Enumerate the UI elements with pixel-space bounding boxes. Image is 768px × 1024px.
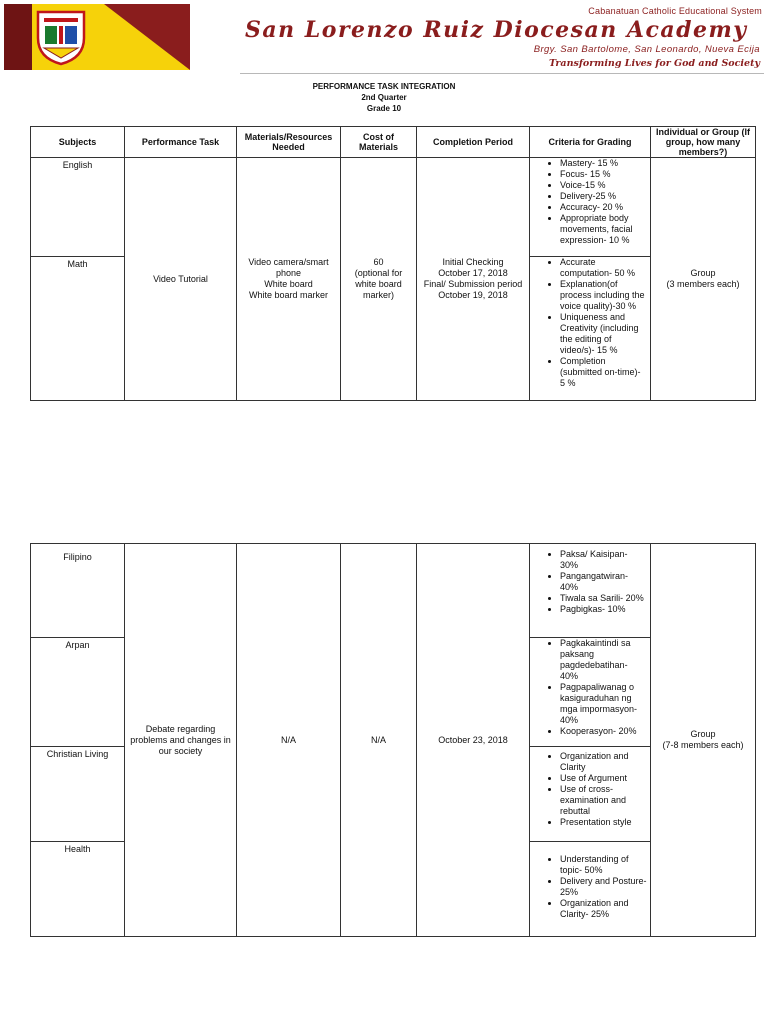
- period-line: October 17, 2018: [438, 268, 508, 278]
- subject-christian-living: Christian Living: [31, 747, 125, 842]
- col-criteria: Criteria for Grading: [530, 127, 651, 158]
- criteria-list: [538, 257, 648, 389]
- period-line: October 19, 2018: [438, 290, 508, 300]
- criteria-item: • Delivery-25 %: [560, 191, 648, 202]
- criteria-item: • Tiwala sa Sarili- 20%: [560, 593, 648, 604]
- group-cell: [651, 158, 756, 401]
- cost-value: 60: [373, 257, 384, 267]
- criteria-item: • Presentation style: [560, 817, 648, 828]
- criteria-christian-living: [530, 747, 651, 842]
- col-completion-period: Completion Period: [417, 127, 530, 158]
- materials-cell: N/A: [237, 544, 341, 937]
- criteria-item: • Organization and Clarity- 25%: [560, 898, 648, 920]
- group-type: Group: [690, 268, 716, 278]
- criteria-item: • Kooperasyon- 20%: [560, 726, 648, 737]
- performance-task-table-1: [30, 126, 756, 401]
- criteria-item: • Pagkakaintindi sa paksang pagdedebatihan- 40%: [560, 638, 648, 682]
- performance-task-cell: Video Tutorial: [125, 158, 237, 401]
- subject-arpan: Arpan: [31, 638, 125, 747]
- group-size: (7-8 members each): [662, 740, 744, 750]
- criteria-item: • Focus- 15 %: [560, 169, 648, 180]
- criteria-list: [538, 158, 648, 246]
- subject-filipino: Filipino: [31, 544, 125, 638]
- col-cost: Cost of Materials: [341, 127, 417, 158]
- col-materials: Materials/Resources Needed: [237, 127, 341, 158]
- criteria-item: • Pagpapaliwanag o kasiguraduhan ng mga impormasyon- 40%: [560, 682, 648, 726]
- material-item: Video camera/smart phone: [248, 257, 329, 278]
- criteria-item: • Use of Argument: [560, 773, 648, 784]
- criteria-list: [538, 638, 648, 737]
- completion-period-cell: October 23, 2018: [417, 544, 530, 937]
- criteria-item: • Pagbigkas- 10%: [560, 604, 648, 615]
- period-line: Final/ Submission period: [423, 279, 523, 289]
- criteria-english: [530, 158, 651, 257]
- criteria-math: [530, 257, 651, 401]
- col-subjects: Subjects: [31, 127, 125, 158]
- criteria-item: • Voice-15 %: [560, 180, 648, 191]
- school-header: [0, 0, 768, 72]
- criteria-item: • Accurate computation- 50 %: [560, 257, 648, 279]
- criteria-item: • Organization and Clarity: [560, 751, 648, 773]
- criteria-item: • Accuracy- 20 %: [560, 202, 648, 213]
- header-row: [31, 127, 756, 158]
- criteria-item: • Use of cross-examination and rebuttal: [560, 784, 648, 817]
- quarter-label: 2nd Quarter: [361, 93, 407, 102]
- table-row: [31, 544, 756, 638]
- subject-math: Math: [31, 257, 125, 401]
- school-address: Brgy. San Bartolome, San Leonardo, Nueva Ecija: [533, 44, 760, 55]
- school-seal-logo: [32, 8, 90, 66]
- period-line: Initial Checking: [442, 257, 504, 267]
- criteria-list: [538, 549, 648, 615]
- subject-health: Health: [31, 842, 125, 937]
- criteria-item: • Paksa/ Kaisipan- 30%: [560, 549, 648, 571]
- criteria-item: • Delivery and Posture- 25%: [560, 876, 648, 898]
- criteria-item: • Uniqueness and Creativity (including the editing of video/s)- 15 %: [560, 312, 648, 356]
- criteria-arpan: [530, 638, 651, 747]
- materials-cell: [237, 158, 341, 401]
- document-title: PERFORMANCE TASK INTEGRATION: [312, 82, 456, 91]
- criteria-item: • Understanding of topic- 50%: [560, 854, 648, 876]
- criteria-item: • Mastery- 15 %: [560, 158, 648, 169]
- performance-task-table-2: [30, 543, 756, 937]
- col-performance-task: Performance Task: [125, 127, 237, 158]
- criteria-health: [530, 842, 651, 937]
- group-cell: [651, 544, 756, 937]
- cost-cell: N/A: [341, 544, 417, 937]
- table-row: [31, 158, 756, 257]
- performance-task-cell: Debate regarding problems and changes in our society: [125, 544, 237, 937]
- group-type: Group: [690, 729, 716, 739]
- material-item: White board: [264, 279, 313, 289]
- header-rule: [240, 73, 764, 74]
- criteria-list: [538, 854, 648, 920]
- document-titles: [0, 81, 768, 114]
- grade-label: Grade 10: [366, 104, 402, 113]
- group-size: (3 members each): [666, 279, 740, 289]
- cost-note: (optional for white board marker): [354, 268, 403, 300]
- completion-period-cell: [417, 158, 530, 401]
- criteria-item: • Explanation(of process including the voice quality)-30 %: [560, 279, 648, 312]
- cost-cell: [341, 158, 417, 401]
- criteria-filipino: [530, 544, 651, 638]
- criteria-item: • Pangangatwiran- 40%: [560, 571, 648, 593]
- educational-system-name: Cabanatuan Catholic Educational System: [588, 6, 762, 16]
- material-item: White board marker: [248, 290, 329, 300]
- school-name: San Lorenzo Ruiz Diocesan Academy: [245, 17, 748, 43]
- subject-english: English: [31, 158, 125, 257]
- criteria-item: • Completion (submitted on-time)- 5 %: [560, 356, 648, 389]
- criteria-list: [538, 751, 648, 828]
- criteria-item: • Appropriate body movements, facial expression- 10 %: [560, 213, 648, 246]
- school-motto: Transforming Lives for God and Society: [549, 58, 760, 69]
- col-individual-or-group: Individual or Group (If group, how many members?): [651, 127, 756, 158]
